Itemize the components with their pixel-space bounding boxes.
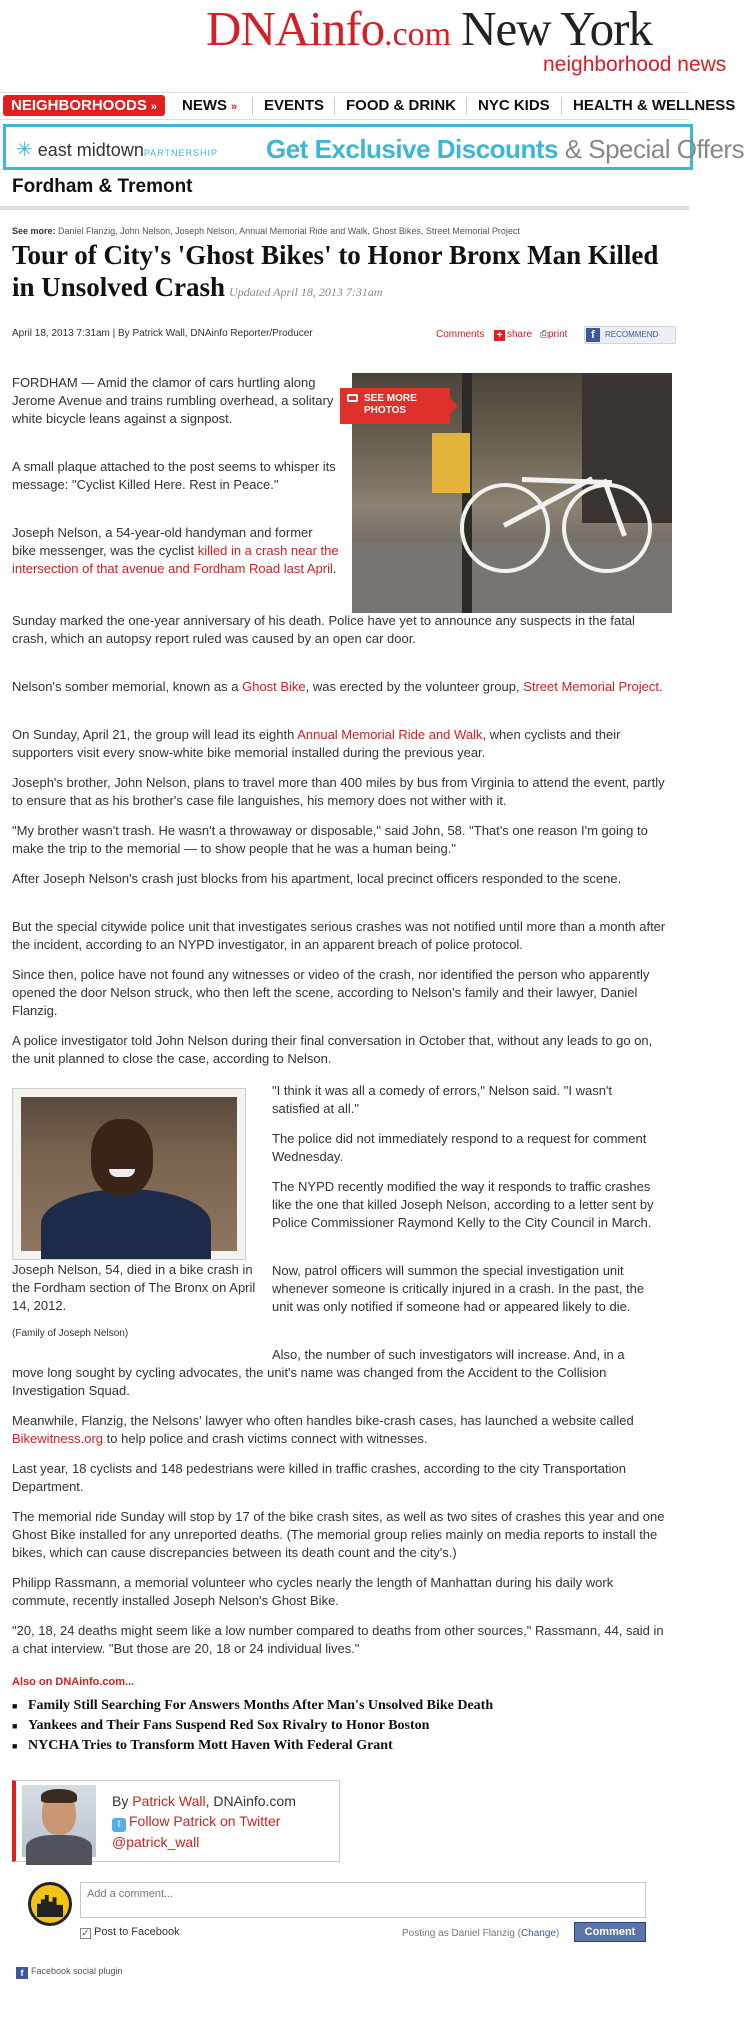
logo-city: New York [461,1,652,56]
article-paragraph [12,1412,672,1448]
see-more-photos-label: SEE MORE PHOTOS [364,393,417,416]
nav-health-wellness[interactable]: HEALTH & WELLNESS [573,97,736,114]
posting-as [402,1928,559,1939]
sponsor-brand-suffix: PARTNERSHIP [143,148,219,158]
avatar-hair [41,1789,77,1803]
text: Joseph Nelson, a 54-year-old handyman and former bike messenger, was the cyclist [12,525,313,558]
article-paragraph: A small plaque attached to the post seems to whisper its message: "Cyclist Killed Here. Rest in Peace." [12,459,336,492]
twitter-icon: t [112,1818,126,1832]
text: , DNAinfo.com [205,1793,296,1809]
star-icon: ✳ [16,139,33,161]
comment-input[interactable]: Add a comment... [80,1882,646,1918]
nav-divider [561,97,562,115]
related-articles [12,1696,672,1756]
article-paragraph: After Joseph Nelson's crash just blocks from his apartment, local precinct officers responded to the scene. [12,871,622,886]
share-label: share [507,329,533,340]
print-button[interactable] [540,329,567,340]
text: Nelson's somber memorial, known as a [12,679,243,694]
text: Posting as Daniel Flanzig ( [402,1928,521,1939]
memorial-ride-link[interactable]: Annual Memorial Ride and Walk [297,727,483,742]
article-paragraph: But the special citywide police unit that investigates serious crashes was not notified until more than a month after the incident, according to an NYPD investigator, in an apparent breach of police protocol. [12,919,666,952]
plugin-label: Facebook social plugin [31,1966,123,1976]
nav-label: NEIGHBORHOODS [11,97,147,114]
chevron-down-icon: » [150,101,157,113]
sponsor-brand-name: east midtown [37,140,144,160]
article-paragraph: move long sought by cycling advocates, the unit's name was changed from the Accident to the Collision Investigation Squad. [12,1365,607,1398]
site-tagline: neighborhood news [543,53,727,76]
text: ) [555,1928,560,1939]
text: , was erected by the volunteer group, [305,679,524,694]
see-more-tags [12,226,672,236]
photo-frame [21,1097,237,1251]
article-paragraph [12,612,672,648]
photo-signpost [462,373,472,613]
headline-text: Tour of City's 'Ghost Bikes' to Honor Bronx Man Killed in Unsolved Crash [12,240,659,302]
article-paragraph: The police did not immediately respond to a request for comment Wednesday. [272,1131,647,1164]
section-divider [0,206,689,210]
comment-button[interactable]: Comment [574,1922,646,1942]
site-logo[interactable] [206,1,652,56]
main-nav [0,92,736,120]
section-title[interactable]: Fordham & Tremont [12,176,193,197]
author-box [12,1780,340,1862]
related-article-link[interactable]: ■ Family Still Searching For Answers Months After Man's Unsolved Bike Death [12,1696,672,1716]
article-paragraph: Since then, police have not found any witnesses or video of the crash, nor identified the person who apparently opened the door Nelson struck, who then left the scene, according to Nelson's family and their lawyer, Daniel Flanzig. [12,967,650,1018]
facebook-icon: f [16,1967,28,1979]
article-paragraph: The NYPD recently modified the way it responds to traffic crashes like the one that killed Joseph Nelson, according to a letter sent by Police Commissioner Raymond Kelly to the City Council in March. [272,1179,654,1230]
crash-article-link[interactable]: killed in a crash near the intersection of that avenue and Fordham Road last April [12,543,339,576]
photo-sign [432,433,470,493]
nav-divider [466,97,467,115]
share-button[interactable] [494,329,532,341]
updated-timestamp: Updated April 18, 2013 7:31am [229,285,383,299]
joseph-nelson-photo [12,1088,246,1260]
twitter-follow-link[interactable] [112,1811,296,1832]
article-paragraph: The memorial ride Sunday will stop by 17 of the bike crash sites, as well as two sites of crashes this year and one Ghost Bike installed for any unreported deaths. (The memorial group relies mainly on media reports to install the bikes, which can cause discrepancies between its death count and the city's.) [12,1509,665,1560]
comments-link[interactable]: Comments [436,329,485,340]
facebook-plugin-credit[interactable] [16,1966,123,1979]
twitter-handle-link[interactable]: @patrick_wall [112,1834,200,1850]
recommend-label: RECOMMEND [605,330,659,339]
article-paragraph: A police investigator told John Nelson during their final conversation in October that, without any leads to go on, the unit planned to close the case, according to Nelson. [12,1033,653,1066]
article-paragraph: Last year, 18 cyclists and 148 pedestrians were killed in traffic crashes, according to the city Transportation Department. [12,1461,626,1494]
avatar[interactable] [22,1785,96,1857]
author-name-link[interactable]: Patrick Wall [132,1793,206,1809]
share-icon: + [494,330,505,341]
avatar-body [26,1835,92,1865]
nav-divider [334,97,335,115]
article-byline: April 18, 2013 7:31am | By Patrick Wall, DNAinfo Reporter/Producer [12,328,313,339]
photo-face [91,1119,153,1195]
see-more-photos-button[interactable] [340,388,450,424]
article-paragraph: "20, 18, 24 deaths might seem like a low number compared to deaths from other sources," Rassmann, 44, said in a chat interview. "But those are 20, 18 or 24 individual lives." [12,1623,664,1656]
chevron-down-icon: » [231,101,238,113]
nav-events[interactable]: EVENTS [264,97,325,114]
nav-neighborhoods[interactable] [3,95,165,116]
nav-label: NEWS [182,97,227,114]
facebook-icon: f [586,328,600,342]
sponsor-banner[interactable] [3,124,744,170]
sponsor-cta [266,134,744,165]
article-headline [12,239,672,308]
article-paragraph: Also, the number of such investigators will increase. And, in a [272,1347,625,1362]
sponsor-cta-suffix: & Special Offers [564,134,744,164]
tag-links[interactable]: Daniel Flanzig, John Nelson, Joseph Nelson, Annual Memorial Ride and Walk, Ghost Bikes, Street Memorial Project [58,226,520,236]
article-paragraph: Joseph's brother, John Nelson, plans to travel more than 400 miles by bus from Virginia to attend the event, partly to ensure that as his brother's case file languishes, his memory does not wither with it. [12,775,665,808]
street-memorial-project-link[interactable]: Street Memorial Project [523,679,660,694]
ghost-bike-link[interactable]: Ghost Bike [242,679,306,694]
author-info [112,1791,296,1852]
article-paragraph: FORDHAM — Amid the clamor of cars hurtling along Jerome Avenue and trains rumbling overhead, a solitary white bicycle leans against a signpost. [12,375,334,426]
checkbox-checked-icon: ✓ [81,1928,90,1939]
photo-shirt [41,1189,211,1259]
text: Meanwhile, Flanzig, the Nelsons' lawyer who often handles bike-crash cases, has launched a website called [12,1413,634,1428]
camera-icon [347,394,358,402]
skyline-icon [37,1895,63,1917]
logo-main: DNAinfo [206,1,385,56]
sponsor-cta-text: Get Exclusive Discounts [266,134,558,164]
also-on-heading: Also on DNAinfo.com... [12,1676,135,1688]
site-header [0,0,727,90]
commenter-avatar [28,1882,72,1926]
article-paragraph: Now, patrol officers will summon the special investigation unit whenever someone is critically injured in a crash. In the past, the unit was only notified if someone had or appeared likely to die. [272,1263,645,1314]
text: , when cyclists and their supporters visit every snow-white bike memorial installed during the previous year. [12,727,621,760]
text: By [112,1793,133,1809]
change-account-link[interactable]: Change [520,1928,556,1939]
bikewitness-link[interactable]: Bikewitness.org [12,1431,104,1446]
article-tools [436,326,676,344]
text: to help police and crash victims connect with witnesses. [103,1431,428,1446]
article-paragraph [12,726,672,762]
post-to-facebook-label: Post to Facebook [94,1926,180,1938]
photo-bike-wheel [460,483,550,573]
related-article-link[interactable]: ■ NYCHA Tries to Transform Mott Haven With Federal Grant [12,1736,672,1756]
follow-label: Follow Patrick on Twitter [129,1813,281,1829]
photo-credit: (Family of Joseph Nelson) [12,1328,129,1339]
article-paragraph: "I think it was all a comedy of errors," Nelson said. "I wasn't satisfied at all." [272,1083,613,1116]
nav-news[interactable] [182,97,237,114]
text: . [659,679,663,694]
facebook-recommend-button[interactable] [584,326,676,344]
text: Sunday marked the one-year anniversary of his death. Police have yet to announce any suspects in the fatal crash, which an autopsy report ruled was caused by an open car door. [12,613,635,646]
printer-icon: ⎙ [540,329,548,340]
photo-caption: Joseph Nelson, 54, died in a bike crash in the Fordham section of The Bronx on April 14, 2012. [12,1262,256,1313]
nav-divider [252,97,253,115]
sponsor-brand [16,137,218,162]
text: On Sunday, April 21, the group will lead its eighth [12,727,298,742]
article-paragraph: Philipp Rassmann, a memorial volunteer who cycles nearly the length of Manhattan during his daily work commute, recently installed Joseph Nelson's Ghost Bike. [12,1575,614,1608]
author-byline [112,1791,296,1811]
facebook-comments [12,1872,672,1992]
post-to-facebook-checkbox[interactable] [80,1926,180,1939]
print-label: print [548,329,568,340]
nav-nyc-kids[interactable]: NYC KIDS [478,97,550,114]
nav-food-drink[interactable]: FOOD & DRINK [346,97,456,114]
photo-smile [109,1169,135,1177]
related-article-link[interactable]: ■ Yankees and Their Fans Suspend Red Sox Rivalry to Honor Boston [12,1716,672,1736]
article-paragraph [12,524,340,578]
see-more-label: See more: [12,226,56,236]
article-paragraph: "My brother wasn't trash. He wasn't a throwaway or disposable," said John, 58. "That's one reason I'm going to make the trip to the memorial — to show people that he was a human being." [12,823,648,856]
text: . [332,561,337,576]
logo-dotcom: .com [384,16,452,53]
article-paragraph [12,678,672,696]
